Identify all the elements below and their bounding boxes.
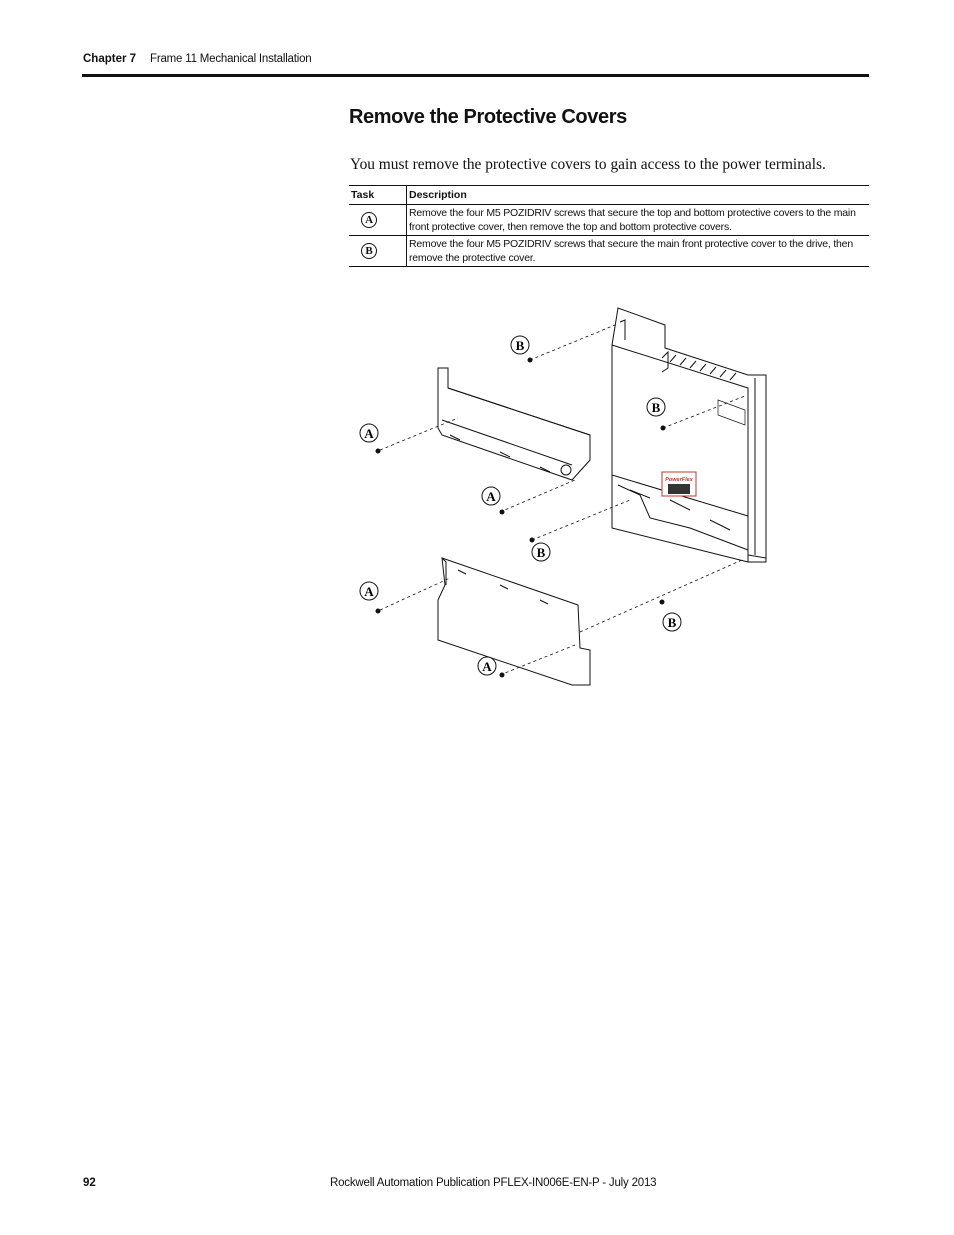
task-table xyxy=(349,185,869,267)
callout-a-1 xyxy=(360,424,378,442)
description-column-header: Description xyxy=(407,186,870,205)
svg-text:B: B xyxy=(651,400,661,415)
description-cell: Remove the four M5 POZIDRIV screws that secure the main front protective cover to the drive, then remove the protective cover. xyxy=(407,236,870,267)
task-column-header: Task xyxy=(349,186,407,205)
callout-a-3 xyxy=(360,582,378,600)
callout-a-4 xyxy=(478,657,496,675)
page-number: 92 xyxy=(83,1177,96,1189)
table-row xyxy=(349,205,869,236)
svg-text:A: A xyxy=(364,426,374,441)
top-cover-illustration xyxy=(438,368,590,480)
callout-b-2 xyxy=(647,398,665,416)
table-row xyxy=(349,236,869,267)
callout-b-1 xyxy=(511,336,529,354)
svg-text:B: B xyxy=(536,545,546,560)
task-table-header xyxy=(349,186,869,205)
svg-text:A: A xyxy=(486,489,496,504)
bottom-cover-illustration xyxy=(438,558,590,685)
task-cell xyxy=(349,236,407,267)
callout-b-4 xyxy=(663,613,681,631)
cover-removal-diagram xyxy=(350,300,780,695)
svg-text:B: B xyxy=(667,615,677,630)
drive-body-illustration xyxy=(612,308,766,562)
svg-text:B: B xyxy=(515,338,525,353)
publication-info: Rockwell Automation Publication PFLEX-IN006E-EN-P - July 2013 xyxy=(330,1177,657,1189)
header-title: Frame 11 Mechanical Installation xyxy=(150,53,312,65)
svg-text:A: A xyxy=(364,584,374,599)
task-letter-badge: A xyxy=(361,212,377,228)
svg-text:A: A xyxy=(482,659,492,674)
header-chapter: Chapter 7 xyxy=(83,53,137,65)
intro-paragraph: You must remove the protective covers to gain access to the power terminals. xyxy=(350,156,826,173)
powerflex-logo: PowerFlex xyxy=(665,477,693,483)
description-cell: Remove the four M5 POZIDRIV screws that secure the top and bottom protective covers to the main front protective cover, then remove the top and bottom protective covers. xyxy=(407,205,870,236)
section-title: Remove the Protective Covers xyxy=(349,106,627,128)
callout-a-2 xyxy=(482,487,500,505)
header-rule xyxy=(82,74,869,77)
callout-b-3 xyxy=(532,543,550,561)
task-letter-badge: B xyxy=(361,243,377,259)
task-cell xyxy=(349,205,407,236)
